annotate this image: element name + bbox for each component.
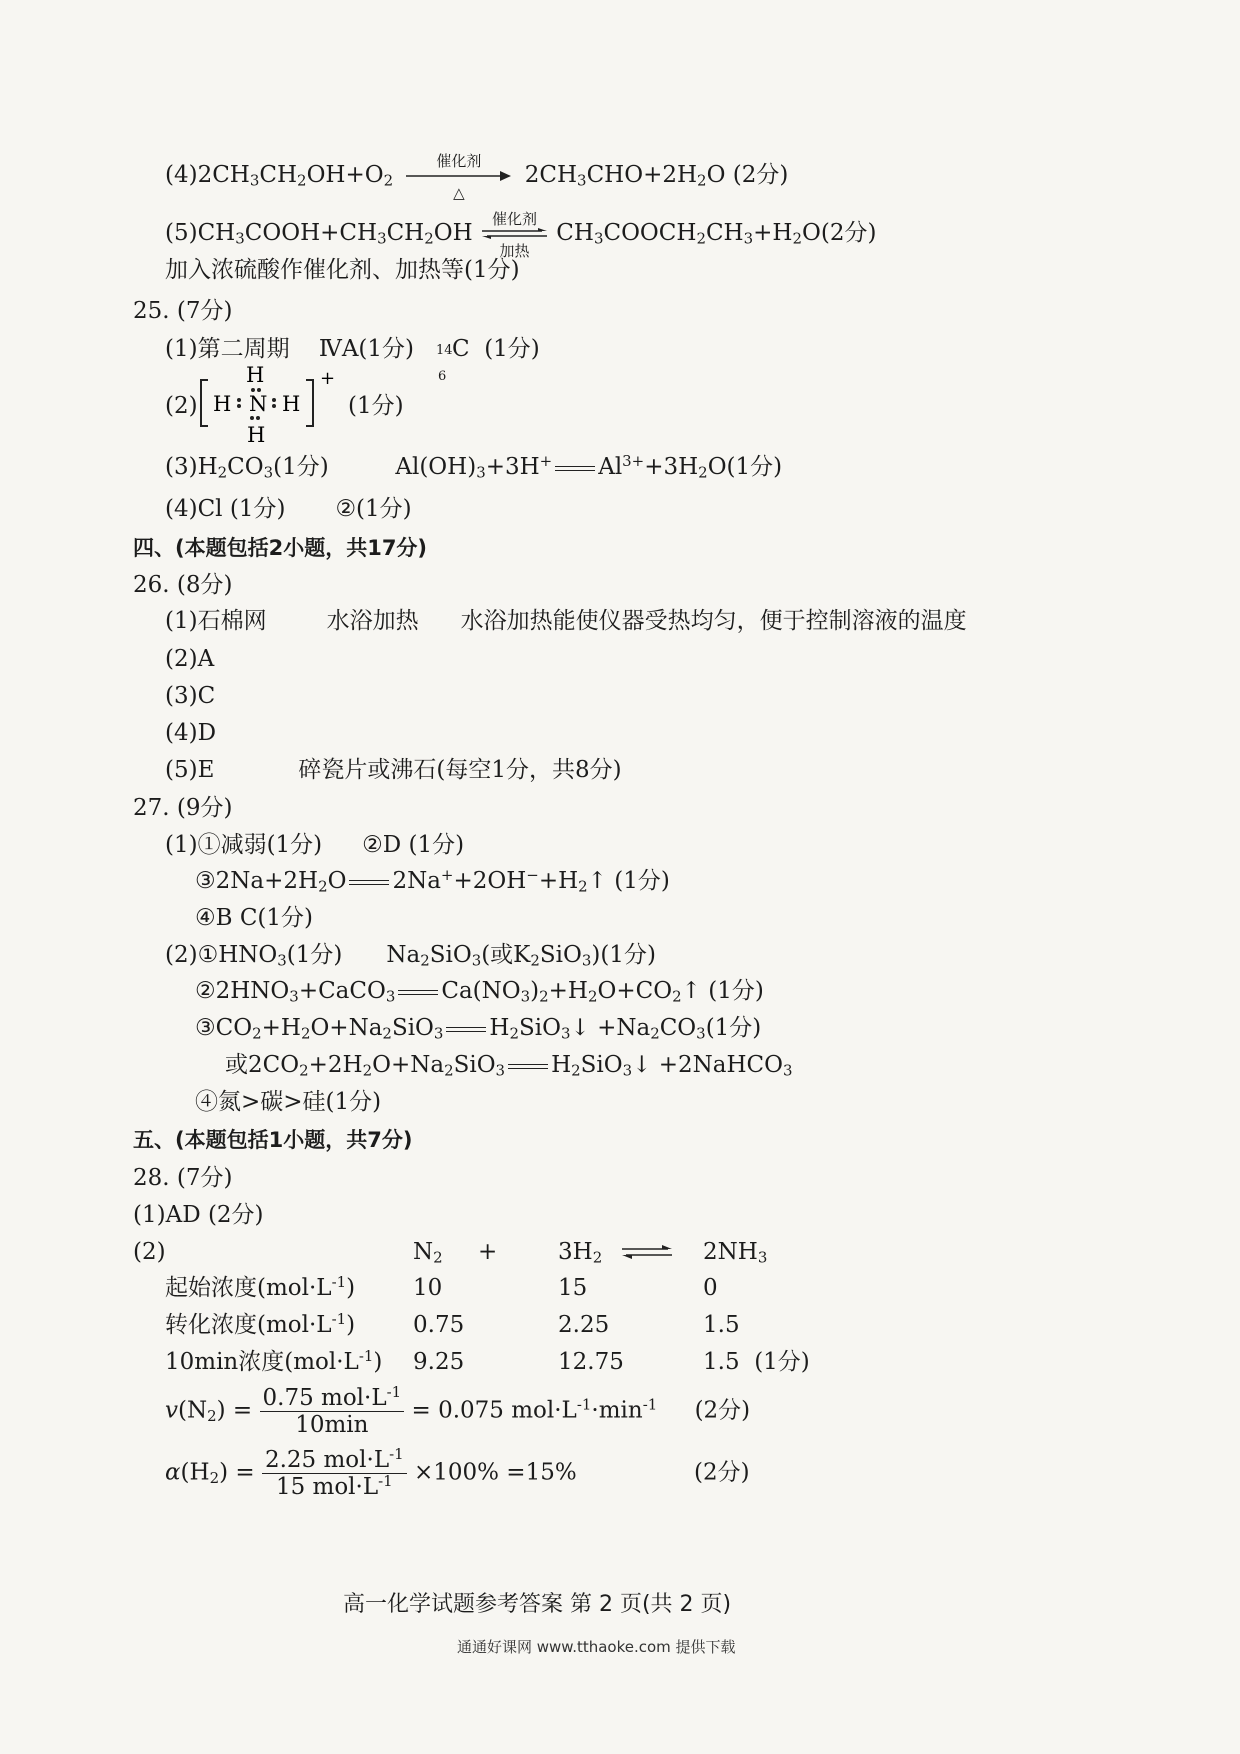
reaction-arrow: 催化剂 △ <box>406 161 511 191</box>
ammonium-lewis-structure <box>198 358 338 448</box>
q28-cell: 10 <box>413 1275 443 1301</box>
q27-1-3: $③2Na+2H_2O$ $2Na^++2OH^-+H_2↑$ (1分) <box>195 865 670 896</box>
q28-cell: 1.5 (1分) <box>703 1349 810 1375</box>
q26-title: 26. (8分) <box>133 572 233 598</box>
watermark: 通通好课网 www.tthaoke.com 提供下载 <box>457 1638 736 1656</box>
q25-2-score: (1分) <box>348 393 404 419</box>
q28-row-change-label: 转化浓度$(mol\cdot L^{-1})$ <box>165 1309 356 1338</box>
q28-n2: $N_2$ <box>413 1239 443 1267</box>
q25-1: (1)第二周期 ⅣA(1分) 14 6 C (1分) <box>165 336 540 384</box>
q28-conversion-formula: $\alpha(H_2)$ = $\frac{2.25 mol\cdot L^{-1}}{15 mol\cdot L^{-1}}$ ×100% =15% (2分) <box>165 1444 750 1500</box>
q25-title: 25. (7分) <box>133 298 233 324</box>
q28-cell: 9.25 <box>413 1349 465 1375</box>
q25-2-label: (2) <box>165 393 198 419</box>
q27-2-4: ④氮>碳>硅(1分) <box>195 1089 382 1115</box>
q27-1: (1)①减弱(1分) ②D (1分) <box>165 832 465 858</box>
q25-4: (4)Cl (1分) ②(1分) <box>165 496 412 522</box>
page-footer: 高一化学试题参考答案 第 2 页(共 2 页) <box>343 1592 732 1617</box>
q27-2-3: $③CO_2+H_2O+Na_2SiO_3$ $H_2SiO_3↓ +Na_2CO_3(1$分) <box>195 1015 762 1043</box>
svg-text:H: H <box>282 392 301 416</box>
q25-3: $(3)H_2CO_3(1$分) $Al(OH)_3+3H^+$ $Al^{3+}+3H_2O(1$分) <box>165 451 783 482</box>
q28-h2: $3H_2$ <box>558 1239 603 1267</box>
q27-2-3-alt: 或$2CO_2+2H_2O+Na_2SiO_3$ $H_2SiO_3↓$ +2NaHCO$_3$ <box>225 1052 793 1080</box>
q28-plus: + <box>478 1239 498 1265</box>
q28-cell: 12.75 <box>558 1349 624 1375</box>
q27-title: 27. (9分) <box>133 795 233 821</box>
q26-4: (4)D <box>165 720 217 746</box>
svg-text:H: H <box>247 423 266 447</box>
q28-row-initial-label: 起始浓度$(mol\cdot L^{-1})$ <box>165 1272 356 1301</box>
q28-rate-formula: $v(N_2)$ = $\frac{0.75 mol\cdot L^{-1}}{10\min}$ = 0.075 $mol\cdot L^{-1}\cdot\min^{-1}$ (2分) <box>165 1382 751 1438</box>
q28-cell: 2.25 <box>558 1312 610 1338</box>
q28-cell: 0.75 <box>413 1312 465 1338</box>
q26-1: (1)石棉网 水浴加热 水浴加热能使仪器受热均匀，便于控制溶液的温度 <box>165 608 967 634</box>
q28-cell: 0 <box>703 1275 718 1301</box>
q26-5: (5)E 碎瓷片或沸石(每空1分，共8分) <box>165 757 622 783</box>
q24-5-equation: $(5)CH_3COOH+CH_3CH_2OH$ 催化剂 加热 $CH_3COOCH_2CH_3+H_2O(2$分) <box>165 210 877 260</box>
q28-1: (1)AD (2分) <box>133 1202 264 1228</box>
reversible-arrow: 催化剂 加热 <box>482 219 547 249</box>
q28-nh3: $2NH_3$ <box>703 1239 768 1267</box>
q28-reversible-arrow <box>622 1244 672 1260</box>
q26-2: (2)A <box>165 646 215 672</box>
svg-text:N: N <box>249 392 268 416</box>
q28-cell: 1.5 <box>703 1312 740 1338</box>
q28-title: 28. (7分) <box>133 1165 233 1191</box>
q28-cell: 15 <box>558 1275 588 1301</box>
q27-2-2: $②2HNO_3+CaCO_3$ $Ca(NO_3)_2+H_2O+CO_2↑$ (1分) <box>195 978 764 1006</box>
q24-5-note: 加入浓硫酸作催化剂、加热等(1分) <box>165 257 520 283</box>
svg-text:+: + <box>320 368 336 389</box>
svg-text:H: H <box>246 363 265 387</box>
section-5-heading: 五、(本题包括1小题，共7分) <box>133 1128 413 1152</box>
q26-3: (3)C <box>165 683 216 709</box>
svg-text:H: H <box>213 392 232 416</box>
q28-2-label: (2) <box>133 1239 166 1265</box>
section-4-heading: 四、(本题包括2小题，共17分) <box>133 536 428 560</box>
q27-1-4: ④B C(1分) <box>195 905 314 931</box>
q28-row-10min-label: 10min浓度$(mol\cdot L^{-1})$ <box>165 1346 383 1375</box>
q27-2-1: $(2)①HNO_3(1$分) $Na_2SiO_3$(或$K_2SiO_3)(1$分) <box>165 942 656 970</box>
q24-4-equation: $(4)2CH_3CH_2OH+O_2$ 催化剂 △ $2CH_3CHO+2H_2O$ (2分) <box>165 152 789 202</box>
